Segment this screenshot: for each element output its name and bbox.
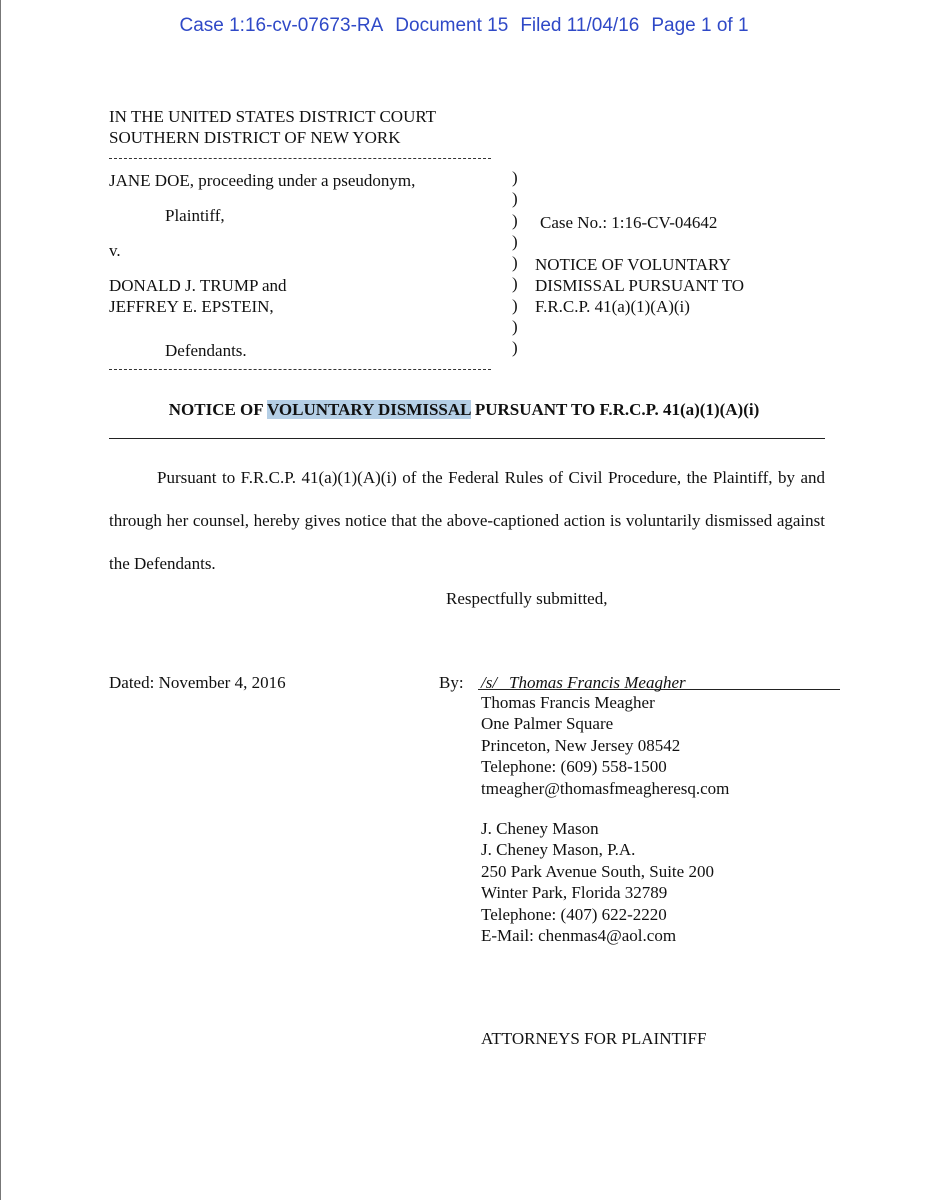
defendant-1: DONALD J. TRUMP and: [109, 276, 287, 295]
paren: ): [512, 253, 518, 273]
attorney-1-name: Thomas Francis Meagher: [481, 693, 655, 712]
attorney-2-address1: 250 Park Avenue South, Suite 200: [481, 861, 714, 881]
signature-line: [478, 689, 840, 690]
ecf-header: [0, 15, 928, 37]
ecf-filed-date: Filed 11/04/16: [520, 15, 640, 36]
attorney-2-phone: Telephone: (407) 622-2220: [481, 904, 667, 924]
paren: ): [512, 189, 518, 209]
attorney-2-block: [481, 818, 714, 946]
attorney-1-email[interactable]: tmeagher@thomasfmeagheresq.com: [481, 778, 730, 798]
court-name: IN THE UNITED STATES DISTRICT COURT: [109, 107, 437, 126]
versus: v.: [109, 241, 121, 260]
plaintiff-role: Plaintiff,: [165, 206, 225, 225]
paren: ): [512, 231, 518, 251]
caption-notice-line1: NOTICE OF VOLUNTARY: [535, 255, 731, 274]
attorney-2-firm: J. Cheney Mason, P.A.: [481, 840, 636, 860]
caption-notice-line2: DISMISSAL PURSUANT TO: [535, 276, 745, 295]
attorney-1-address2: Princeton, New Jersey 08542: [481, 735, 681, 755]
page-edge: [0, 0, 1, 1200]
title-rule: [109, 438, 825, 439]
attorney-2-address2: Winter Park, Florida 32789: [481, 883, 668, 903]
ecf-page-number: Page 1 of 1: [651, 15, 749, 36]
attorneys-for: ATTORNEYS FOR PLAINTIFF: [481, 1029, 707, 1048]
ecf-document-number: Document 15: [395, 15, 509, 36]
signature-s-mark: /s/: [481, 673, 498, 692]
dated: Dated: November 4, 2016: [109, 673, 286, 692]
plaintiff-name: JANE DOE, proceeding under a pseudonym,: [109, 171, 416, 190]
case-number: Case No.: 1:16-CV-04642: [540, 213, 718, 232]
notice-paragraph: Pursuant to F.R.C.P. 41(a)(1)(A)(i) of the Federal Rules of Civil Procedure, the Plaintiff, by and through her counsel, hereby gives notice that the above-captioned action is voluntarily dismissed against the Defendants.: [109, 468, 825, 573]
caption-parentheses: [512, 167, 518, 359]
signature-by: By:: [439, 673, 464, 692]
defendant-role: Defendants.: [165, 341, 247, 360]
paren: ): [512, 210, 518, 230]
signature-name: Thomas Francis Meagher: [509, 673, 686, 692]
title-prefix: NOTICE OF: [168, 400, 267, 419]
attorney-2-email[interactable]: E-Mail: chenmas4@aol.com: [481, 926, 677, 946]
closing: Respectfully submitted,: [446, 589, 608, 608]
paren: ): [512, 274, 518, 294]
title-suffix: PURSUANT TO F.R.C.P. 41(a)(1)(A)(i): [470, 400, 760, 419]
paren: ): [512, 338, 518, 358]
attorney-1-phone: Telephone: (609) 558-1500: [481, 757, 667, 777]
notice-body: [109, 456, 825, 585]
court-district: SOUTHERN DISTRICT OF NEW YORK: [109, 128, 401, 147]
ecf-case-number: Case 1:16-cv-07673-RA: [179, 15, 384, 36]
attorney-2-name: J. Cheney Mason: [481, 819, 599, 838]
paren: ): [512, 168, 518, 187]
document-title: [0, 400, 928, 420]
defendant-2: JEFFREY E. EPSTEIN,: [109, 297, 274, 316]
caption-notice-line3: F.R.C.P. 41(a)(1)(A)(i): [535, 297, 690, 316]
paren: ): [512, 317, 518, 337]
title-highlighted-selection[interactable]: VOLUNTARY DISMISSAL: [266, 400, 471, 419]
paren: ): [512, 295, 518, 315]
caption-divider-top: [109, 158, 491, 159]
attorney-1-block: [481, 692, 729, 799]
caption-divider-bottom: [109, 369, 491, 370]
attorney-1-address1: One Palmer Square: [481, 714, 614, 734]
